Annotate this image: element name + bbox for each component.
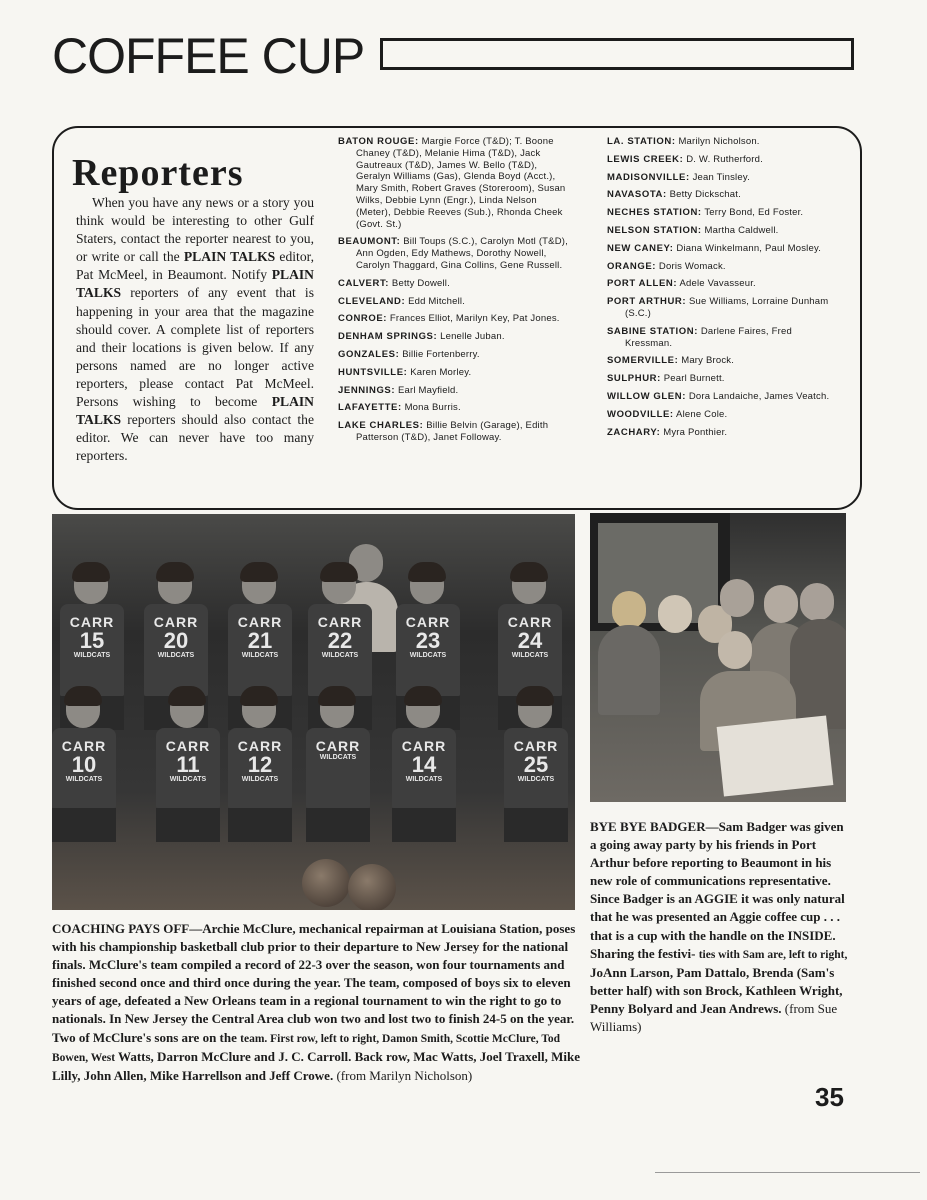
intro-segment: reporters of any event that is happening in your area that the magazine should cover. A complete list of reporters and their locations is given below. If any persons named are no longer active reporters, please contact Pat McMeel. Persons wishing to become [76, 285, 314, 410]
reporter-entry [338, 402, 572, 414]
reporter-entry [338, 296, 572, 308]
team-photo [52, 514, 575, 910]
caption-rest: Watts, Darron McClure and J. C. Carroll. Back row, Mac Watts, Joel Traxell, Mike Lilly, John Allen, Mike Harrellson and Jeff Crowe. [52, 1048, 581, 1083]
caption-main: COACHING PAYS OFF—Archie McClure, mechanical repairman at Louisiana Station, poses with his championship basketball club prior to their departure to New Jersey for the national finals. McClure's team compiled a record of 22-3 over the season, won four tournaments and finished second once and third once during the year. The team, composed of boys six to eleven years of age, defeated a New Orleans team in a regional tournament to win the right to go to nationals. In New Jersey the Central Area club won two and lost two to finish 24-5 on the year. Two of McClure's sons are on the [52, 921, 576, 1045]
reporter-list-right [607, 136, 841, 444]
player-shorts [228, 808, 292, 842]
jersey-wildcats: WILDCATS [157, 652, 195, 659]
reporter-location: SULPHUR: [607, 373, 661, 385]
person-head [612, 591, 646, 629]
player-jersey [144, 604, 208, 696]
reporter-names: Edd Mitchell. [408, 295, 466, 307]
reporters-heading: Reporters [72, 152, 244, 194]
player-hair [510, 562, 548, 582]
reporter-location: MADISONVILLE: [607, 171, 690, 183]
reporter-entry [607, 154, 841, 166]
jersey-team-name: CARR [513, 738, 559, 754]
intro-segment: PLAIN TALKS [76, 267, 314, 301]
reporter-entry [607, 136, 841, 148]
player-hair [156, 562, 194, 582]
jersey-team-name: CARR [507, 614, 553, 630]
player-shorts [156, 808, 220, 842]
reporter-entry [338, 331, 572, 343]
reporter-names: Alene Cole. [676, 408, 728, 420]
reporter-names: Jean Tinsley. [692, 171, 750, 183]
player-jersey [52, 728, 116, 808]
reporter-entry [338, 385, 572, 397]
reporter-location: NELSON STATION: [607, 224, 702, 236]
basketball [348, 864, 396, 910]
reporter-names: Doris Womack. [658, 260, 726, 272]
jersey-number: 15 [79, 628, 105, 653]
person-head [658, 595, 692, 633]
jersey-team-name: CARR [317, 614, 363, 630]
caption-credit: (from Marilyn Nicholson) [333, 1067, 473, 1083]
header-rule-box [380, 38, 854, 70]
player-shorts [504, 808, 568, 842]
reporter-entry [607, 355, 841, 367]
jersey-wildcats: WILDCATS [517, 776, 555, 783]
reporter-location: NEW CANEY: [607, 242, 674, 254]
jersey-number: 20 [163, 628, 189, 653]
reporter-location: LA. STATION: [607, 136, 676, 147]
reporter-entry [338, 349, 572, 361]
jersey-number: 25 [523, 752, 549, 777]
person-body [598, 625, 660, 715]
reporter-location: WOODVILLE: [607, 408, 674, 420]
reporter-entry [338, 236, 572, 271]
jersey-wildcats: WILDCATS [241, 776, 279, 783]
jersey-wildcats: WILDCATS [405, 776, 443, 783]
jersey-team-name: CARR [315, 738, 361, 754]
reporter-names: Earl Mayfield. [397, 384, 459, 396]
reporter-names: Marilyn Nicholson. [678, 136, 760, 147]
reporter-location: CONROE: [338, 313, 388, 325]
reporter-entry [607, 409, 841, 421]
page-title: COFFEE CUP [52, 28, 365, 84]
reporter-location: LEWIS CREEK: [607, 153, 684, 165]
reporter-names: Pearl Burnett. [663, 373, 725, 385]
jersey-team-name: CARR [69, 614, 115, 630]
jersey-wildcats: WILDCATS [511, 652, 549, 659]
reporter-entry [607, 261, 841, 273]
person-head [800, 583, 834, 621]
jersey-team-name: CARR [401, 738, 447, 754]
player-jersey [228, 728, 292, 808]
reporter-location: ZACHARY: [607, 426, 661, 438]
intro-segment: editor, Pat McMeel, in Beaumont. Notify [76, 249, 314, 283]
reporter-names: Mary Brock. [681, 355, 735, 367]
reporter-names: Bill Toups (S.C.), Carolyn Motl (T&D), Ann Ogden, Edy Mathews, Dorothy Nowell, Carolyn Thaggard, Gina Collins, Gene Russell. [356, 236, 568, 271]
reporter-entry [607, 326, 841, 350]
jersey-team-name: CARR [237, 738, 283, 754]
player-hair [64, 686, 102, 706]
player-hair [72, 562, 110, 582]
reporter-location: PORT ALLEN: [607, 278, 678, 290]
player-jersey [60, 604, 124, 696]
reporter-names: Karen Morley. [410, 366, 472, 378]
reporter-location: BEAUMONT: [338, 236, 401, 248]
jersey-number: 11 [176, 752, 200, 777]
reporter-location: LAFAYETTE: [338, 402, 402, 414]
badger-caption [590, 818, 852, 1036]
player-jersey [228, 604, 292, 696]
jersey-number: 14 [411, 752, 437, 777]
reporter-names: Frances Elliot, Marilyn Key, Pat Jones. [389, 313, 560, 325]
jersey-team-name: CARR [165, 738, 211, 754]
reporter-names: Adele Vavasseur. [679, 278, 756, 290]
jersey-wildcats: WILDCATS [73, 652, 111, 659]
jersey-number: 10 [71, 752, 97, 777]
reporter-names: Sue Williams, Lorraine Dunham (S.C.) [625, 296, 829, 319]
jersey-number: 12 [247, 752, 273, 777]
reporter-location: CLEVELAND: [338, 295, 406, 307]
reporter-names: Diana Winkelmann, Paul Mosley. [676, 242, 822, 254]
reporter-entry [607, 427, 841, 439]
reporter-names: Martha Caldwell. [704, 224, 779, 236]
player-hair [320, 562, 358, 582]
reporter-location: NAVASOTA: [607, 189, 667, 201]
reporter-names: Billie Fortenberry. [402, 348, 480, 360]
party-photo [590, 513, 846, 802]
jersey-team-name: CARR [237, 614, 283, 630]
bottom-rule [655, 1172, 920, 1173]
jersey-number: 21 [247, 628, 273, 653]
reporter-location: LAKE CHARLES: [338, 420, 424, 432]
reporter-location: GONZALES: [338, 348, 400, 360]
jersey-number: 22 [327, 628, 353, 653]
page-number: 35 [815, 1082, 844, 1112]
intro-segment: When you have any news or a story you think would be interesting to other Gulf Staters, contact the reporter nearest to you, or write or call the [76, 195, 314, 265]
person-head [764, 585, 798, 623]
reporter-list-middle [338, 136, 572, 450]
player-jersey [308, 604, 372, 696]
jersey-wildcats: WILDCATS [321, 652, 359, 659]
player-hair [408, 562, 446, 582]
jersey-wildcats: WILDCATS [409, 652, 447, 659]
reporter-entry [338, 313, 572, 325]
reporter-entry [607, 391, 841, 403]
reporter-entry [607, 373, 841, 385]
coaching-caption [52, 920, 580, 1085]
reporter-location: DENHAM SPRINGS: [338, 331, 438, 343]
badger-head [718, 631, 752, 669]
jersey-team-name: CARR [61, 738, 107, 754]
player-shorts [306, 808, 370, 842]
reporters-intro [76, 194, 314, 465]
reporter-names: Betty Dowell. [391, 277, 450, 289]
player-jersey [396, 604, 460, 696]
reporter-entry [338, 367, 572, 379]
reporter-names: Lenelle Juban. [440, 331, 505, 343]
player-jersey [504, 728, 568, 808]
person-head [720, 579, 754, 617]
reporter-location: NECHES STATION: [607, 207, 702, 219]
basketball [302, 859, 350, 907]
reporter-names: Darlene Faires, Fred Kressman. [625, 325, 792, 349]
intro-segment: PLAIN TALKS [76, 394, 314, 428]
player-shorts [52, 808, 116, 842]
player-jersey [392, 728, 456, 808]
reporter-location: CALVERT: [338, 277, 390, 289]
jersey-number: 24 [517, 628, 543, 653]
player-hair [404, 686, 442, 706]
jersey-number: 23 [415, 628, 441, 653]
reporter-location: PORT ARTHUR: [607, 296, 687, 308]
reporter-names: Myra Ponthier. [663, 426, 728, 438]
jersey-wildcats: WILDCATS [319, 754, 357, 761]
reporter-location: HUNTSVILLE: [338, 366, 408, 378]
reporter-location: ORANGE: [607, 260, 657, 272]
person-body [790, 619, 846, 729]
reporter-location: WILLOW GLEN: [607, 390, 686, 402]
reporter-names: Betty Dickschat. [669, 189, 741, 201]
reporter-names: Margie Force (T&D); T. Boone Chaney (T&D), Melanie Hima (T&D), Jack Gautreaux (T&D), James W. Bello (T&D), Geralyn Williams (Gas), Glenda Boyd (Acct.), Mary Smith, Robert Graves (Storeroom), Susan Wilks, Debbie Lynn (Engr.), Linda Nelson (Meter), Debbie Reeves (Sub.), Rhonda Cheek (Govt. St.) [356, 136, 566, 230]
jersey-wildcats: WILDCATS [169, 776, 207, 783]
jersey-wildcats: WILDCATS [241, 652, 279, 659]
reporter-entry [607, 278, 841, 290]
caption-main: BYE BYE BADGER—Sam Badger was given a going away party by his friends in Port Arthur before reporting to Beaumont in his new role of communications representative. Since Badger is an AGGIE it was only natural that he was presented an Aggie coffee cup . . . that is a cup with the handle on the INSIDE. Sharing the festivi- [590, 819, 845, 961]
caption-small: ties with Sam are, left to right, [698, 948, 848, 961]
player-jersey [306, 728, 370, 808]
intro-segment: reporters should also contact the editor. We can never have too many reporters. [76, 412, 314, 464]
reporter-names: Dora Landaiche, James Veatch. [688, 390, 830, 402]
reporter-location: BATON ROUGE: [338, 136, 419, 147]
player-hair [318, 686, 356, 706]
player-hair [168, 686, 206, 706]
reporter-entry [607, 172, 841, 184]
jersey-wildcats: WILDCATS [65, 776, 103, 783]
player-hair [516, 686, 554, 706]
reporter-location: SABINE STATION: [607, 325, 698, 337]
reporter-entry [338, 136, 572, 230]
caption-rest: JoAnn Larson, Pam Dattalo, Brenda (Sam's better half) with son Brock, Kathleen Wright, Penny Bolyard and Jean Andrews. [590, 964, 843, 1016]
reporter-names: Billie Belvin (Garage), Edith Patterson (T&D), Janet Followay. [356, 420, 549, 443]
jersey-team-name: CARR [405, 614, 451, 630]
reporter-entry [607, 296, 841, 320]
player-hair [240, 686, 278, 706]
reporter-location: SOMERVILLE: [607, 355, 679, 367]
reporter-location: JENNINGS: [338, 384, 396, 396]
intro-segment: PLAIN TALKS [183, 249, 276, 265]
caption-small: team. First row, left to right, Damon Smith, Scottie McClure, Tod Bowen, West [52, 1032, 561, 1064]
reporter-entry [338, 420, 572, 444]
gift-papers [717, 715, 834, 796]
player-jersey [498, 604, 562, 696]
jersey-team-name: CARR [153, 614, 199, 630]
reporter-entry [607, 243, 841, 255]
reporter-names: Terry Bond, Ed Foster. [704, 207, 804, 219]
caption-credit: (from Sue Williams) [590, 1000, 838, 1035]
reporter-names: D. W. Rutherford. [686, 153, 763, 165]
reporter-entry [607, 189, 841, 201]
reporter-entry [607, 225, 841, 237]
reporter-entry [338, 278, 572, 290]
reporter-entry [607, 207, 841, 219]
reporter-names: Mona Burris. [404, 402, 461, 414]
player-hair [240, 562, 278, 582]
player-shorts [392, 808, 456, 842]
player-jersey [156, 728, 220, 808]
